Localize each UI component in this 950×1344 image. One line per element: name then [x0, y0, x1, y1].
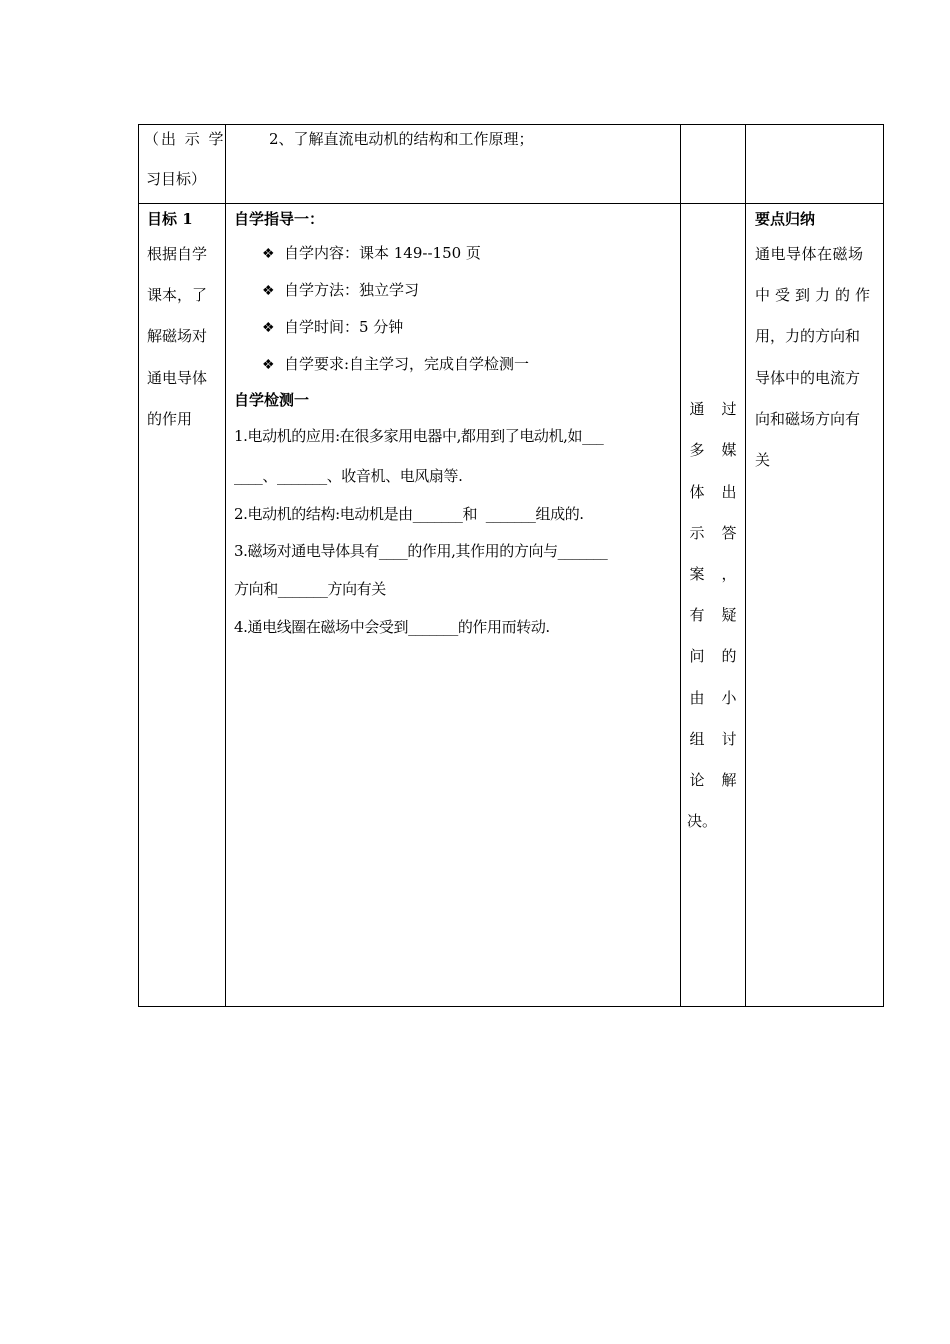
summary-line: 通电导体在磁场 [755, 245, 864, 263]
guide-item: ❖ 自学内容：课本 149--150 页 [262, 244, 481, 262]
goal-line: 通电导体 [147, 369, 208, 387]
method-char: 过 [721, 400, 737, 418]
check-line: 2.电动机的结构:电动机是由_______和 _______组成的. [234, 505, 584, 523]
check-title: 自学检测一 [234, 391, 310, 409]
summary-line: 用，力的方向和 [755, 327, 861, 345]
summary-line: 关 [755, 451, 771, 469]
method-char: 通 [689, 400, 705, 418]
method-char: 的 [721, 647, 737, 665]
method-char: 答 [721, 524, 737, 542]
check-line: 方向和_______方向有关 [234, 580, 386, 598]
method-char: 多 [689, 441, 705, 459]
goal-line: 解磁场对 [147, 327, 208, 345]
check-line: 3.磁场对通电导体具有____的作用,其作用的方向与_______ [234, 542, 608, 560]
table-border-bottom [138, 1006, 884, 1007]
goal-line: 的作用 [147, 410, 193, 428]
method-char: 讨 [721, 730, 737, 748]
guide-item: ❖ 自学要求:自主学习，完成自学检测一 [262, 355, 530, 373]
lesson-table [138, 124, 884, 1007]
method-char: 示 [689, 524, 705, 542]
method-char: 出 [721, 483, 737, 501]
goal-cell [138, 204, 225, 1006]
check-line: 1.电动机的应用:在很多家用电器中,都用到了电动机,如___ [234, 427, 604, 445]
objective-label-line: 习目标） [146, 170, 207, 188]
objective-label-cell [138, 124, 225, 203]
guide-item: ❖ 自学方法：独立学习 [262, 281, 420, 299]
summary-line: 中受到力的作 [755, 286, 876, 304]
guide-title: 自学指导一： [234, 210, 325, 228]
goal-title: 目标 1 [147, 210, 193, 228]
method-char: 疑 [721, 606, 737, 624]
guide-item: ❖ 自学时间：5 分钟 [262, 318, 404, 336]
method-char: 小 [721, 689, 737, 707]
diamond-bullet-icon: ❖ [262, 283, 275, 299]
method-char: 体 [689, 483, 705, 501]
summary-cell [746, 204, 883, 1006]
method-char: 由 [689, 689, 705, 707]
diamond-bullet-icon: ❖ [262, 357, 275, 373]
check-line: 4.通电线圈在磁场中会受到_______的作用而转动. [234, 618, 550, 636]
goal-line: 根据自学 [147, 245, 208, 263]
diamond-bullet-icon: ❖ [262, 246, 275, 262]
method-char: 媒 [721, 441, 737, 459]
method-char: ， [721, 565, 737, 583]
method-char: 有 [689, 606, 705, 624]
diamond-bullet-icon: ❖ [262, 320, 275, 336]
objective-content-cell [226, 124, 680, 203]
method-char: 解 [721, 771, 737, 789]
objective-label-line: （出 示 学 [144, 130, 226, 148]
summary-line: 向和磁场方向有 [755, 410, 861, 428]
method-char: 组 [689, 730, 705, 748]
method-char: 论 [689, 771, 705, 789]
summary-title: 要点归纳 [755, 210, 816, 228]
check-line: ____、_______、收音机、电风扇等. [234, 467, 463, 485]
method-char: 决。 [687, 812, 718, 830]
goal-line: 课本，了 [147, 286, 208, 304]
method-char: 案 [689, 565, 705, 583]
summary-line: 导体中的电流方 [755, 369, 861, 387]
method-cell [681, 204, 745, 1006]
col-divider [883, 124, 884, 1007]
self-study-cell [226, 204, 680, 1006]
objective-text: 2、了解直流电动机的结构和工作原理； [269, 130, 534, 148]
method-char: 问 [689, 647, 705, 665]
